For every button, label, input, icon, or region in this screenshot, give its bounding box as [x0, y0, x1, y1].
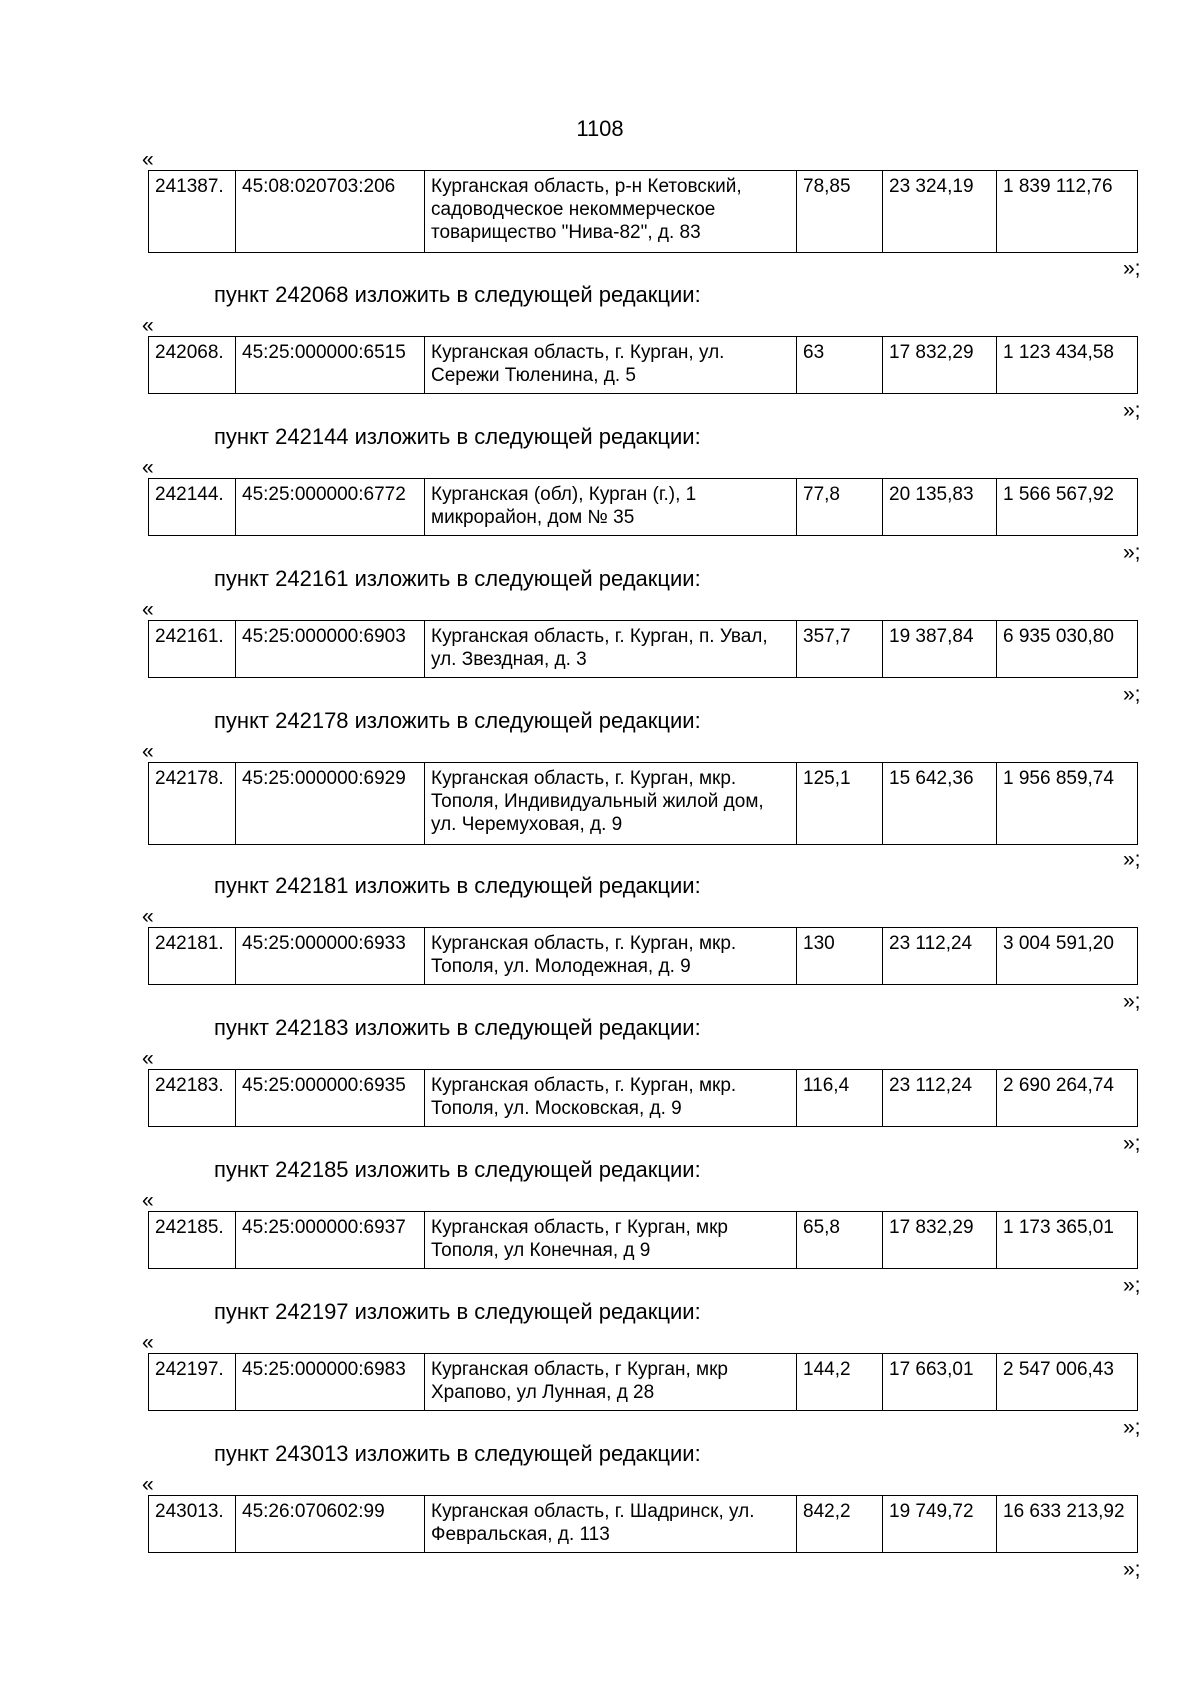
item-number: 242183. [149, 1070, 236, 1127]
entry-table-242181 [148, 927, 1138, 985]
address: Курганская область, г. Курган, мкр. Тополя, Индивидуальный жилой дом, ул. Черемуховая, д. 9 [425, 763, 797, 845]
table-row [149, 763, 1138, 845]
unit-value: 23 112,24 [883, 928, 997, 985]
instruction-text: пункт 242144 изложить в следующей редакции: [214, 424, 701, 449]
closing-quote: »; [1123, 257, 1141, 280]
total-value: 1 839 112,76 [997, 171, 1138, 253]
item-number: 242185. [149, 1212, 236, 1269]
cadastral-number: 45:26:070602:99 [236, 1496, 425, 1553]
entry-table-242068 [148, 336, 1138, 394]
closing-quote: »; [1123, 1274, 1141, 1297]
area: 65,8 [797, 1212, 883, 1269]
cadastral-number: 45:08:020703:206 [236, 171, 425, 253]
unit-value: 17 663,01 [883, 1354, 997, 1411]
address: Курганская область, г. Шадринск, ул. Февральская, д. 113 [425, 1496, 797, 1553]
item-number: 242161. [149, 621, 236, 678]
opening-quote: « [142, 314, 154, 337]
unit-value: 17 832,29 [883, 1212, 997, 1269]
closing-quote: »; [1123, 683, 1141, 706]
instruction-text: пункт 242178 изложить в следующей редакции: [214, 708, 701, 733]
total-value: 1 566 567,92 [997, 479, 1138, 536]
unit-value: 15 642,36 [883, 763, 997, 845]
table-row [149, 1212, 1138, 1269]
instruction-text: пункт 242185 изложить в следующей редакции: [214, 1157, 701, 1182]
address: Курганская область, г. Курган, ул. Сережи Тюленина, д. 5 [425, 337, 797, 394]
closing-quote: »; [1123, 541, 1141, 564]
opening-quote: « [142, 740, 154, 763]
address: Курганская область, г Курган, мкр Храпово, ул Лунная, д 28 [425, 1354, 797, 1411]
opening-quote: « [142, 1473, 154, 1496]
total-value: 1 123 434,58 [997, 337, 1138, 394]
instruction-text: пункт 242161 изложить в следующей редакции: [214, 566, 701, 591]
entry-table-242197 [148, 1353, 1138, 1411]
area: 357,7 [797, 621, 883, 678]
instruction-text: пункт 242183 изложить в следующей редакции: [214, 1015, 701, 1040]
address: Курганская область, г. Курган, п. Увал, ул. Звездная, д. 3 [425, 621, 797, 678]
unit-value: 20 135,83 [883, 479, 997, 536]
item-number: 242181. [149, 928, 236, 985]
cadastral-number: 45:25:000000:6929 [236, 763, 425, 845]
entry-table-241387 [148, 170, 1138, 253]
opening-quote: « [142, 905, 154, 928]
total-value: 3 004 591,20 [997, 928, 1138, 985]
opening-quote: « [142, 1189, 154, 1212]
cadastral-number: 45:25:000000:6515 [236, 337, 425, 394]
area: 63 [797, 337, 883, 394]
unit-value: 19 387,84 [883, 621, 997, 678]
total-value: 1 173 365,01 [997, 1212, 1138, 1269]
entry-table-242185 [148, 1211, 1138, 1269]
opening-quote: « [142, 1331, 154, 1354]
table-row [149, 171, 1138, 253]
address: Курганская область, г Курган, мкр Тополя, ул Конечная, д 9 [425, 1212, 797, 1269]
address: Курганская область, г. Курган, мкр. Тополя, ул. Московская, д. 9 [425, 1070, 797, 1127]
area: 842,2 [797, 1496, 883, 1553]
opening-quote: « [142, 456, 154, 479]
total-value: 2 690 264,74 [997, 1070, 1138, 1127]
opening-quote: « [142, 598, 154, 621]
table-row [149, 1354, 1138, 1411]
item-number: 241387. [149, 171, 236, 253]
table-row [149, 1496, 1138, 1553]
cadastral-number: 45:25:000000:6937 [236, 1212, 425, 1269]
unit-value: 23 324,19 [883, 171, 997, 253]
cadastral-number: 45:25:000000:6983 [236, 1354, 425, 1411]
total-value: 6 935 030,80 [997, 621, 1138, 678]
opening-quote: « [142, 1047, 154, 1070]
entry-table-242178 [148, 762, 1138, 845]
closing-quote: »; [1123, 848, 1141, 871]
table-row [149, 337, 1138, 394]
unit-value: 19 749,72 [883, 1496, 997, 1553]
item-number: 242197. [149, 1354, 236, 1411]
total-value: 2 547 006,43 [997, 1354, 1138, 1411]
item-number: 242068. [149, 337, 236, 394]
address: Курганская (обл), Курган (г.), 1 микрорайон, дом № 35 [425, 479, 797, 536]
area: 144,2 [797, 1354, 883, 1411]
area: 116,4 [797, 1070, 883, 1127]
instruction-text: пункт 242068 изложить в следующей редакции: [214, 282, 701, 307]
item-number: 242178. [149, 763, 236, 845]
area: 130 [797, 928, 883, 985]
table-row [149, 928, 1138, 985]
unit-value: 23 112,24 [883, 1070, 997, 1127]
address: Курганская область, г. Курган, мкр. Тополя, ул. Молодежная, д. 9 [425, 928, 797, 985]
page-number: 1108 [576, 116, 624, 141]
unit-value: 17 832,29 [883, 337, 997, 394]
item-number: 243013. [149, 1496, 236, 1553]
instruction-text: пункт 243013 изложить в следующей редакции: [214, 1441, 701, 1466]
entry-table-243013 [148, 1495, 1138, 1553]
closing-quote: »; [1123, 1558, 1141, 1581]
instruction-text: пункт 242197 изложить в следующей редакции: [214, 1299, 701, 1324]
cadastral-number: 45:25:000000:6933 [236, 928, 425, 985]
total-value: 16 633 213,92 [997, 1496, 1138, 1553]
cadastral-number: 45:25:000000:6935 [236, 1070, 425, 1127]
entry-table-242144 [148, 478, 1138, 536]
area: 125,1 [797, 763, 883, 845]
item-number: 242144. [149, 479, 236, 536]
area: 77,8 [797, 479, 883, 536]
cadastral-number: 45:25:000000:6772 [236, 479, 425, 536]
table-row [149, 621, 1138, 678]
entry-table-242161 [148, 620, 1138, 678]
closing-quote: »; [1123, 1132, 1141, 1155]
address: Курганская область, р-н Кетовский, садоводческое некоммерческое товарищество "Нива-82", д. 83 [425, 171, 797, 253]
area: 78,85 [797, 171, 883, 253]
table-row [149, 479, 1138, 536]
cadastral-number: 45:25:000000:6903 [236, 621, 425, 678]
total-value: 1 956 859,74 [997, 763, 1138, 845]
instruction-text: пункт 242181 изложить в следующей редакции: [214, 873, 701, 898]
closing-quote: »; [1123, 399, 1141, 422]
opening-quote: « [142, 148, 154, 171]
entry-table-242183 [148, 1069, 1138, 1127]
closing-quote: »; [1123, 1416, 1141, 1439]
closing-quote: »; [1123, 990, 1141, 1013]
table-row [149, 1070, 1138, 1127]
